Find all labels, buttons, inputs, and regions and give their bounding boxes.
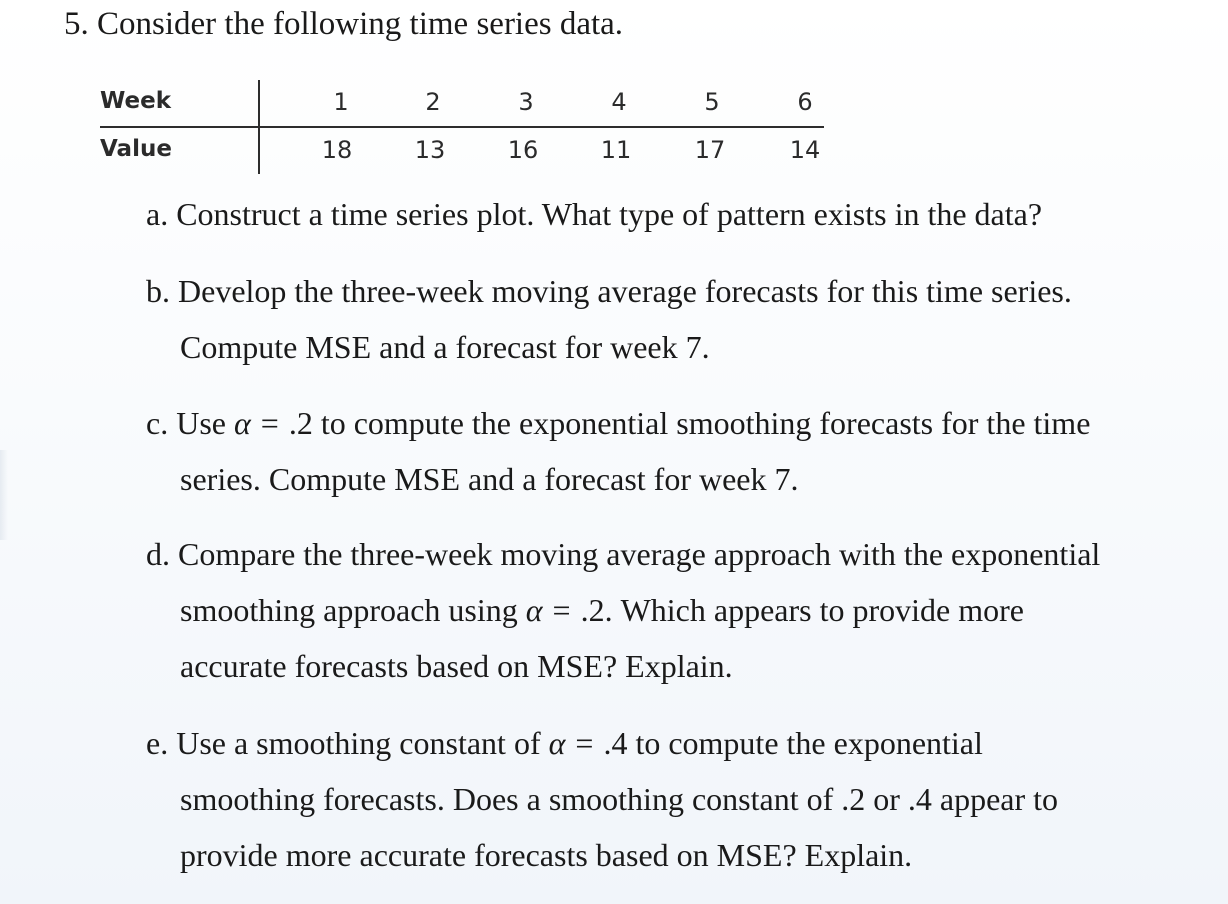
- part-d-text-pre: smoothing approach using: [180, 592, 526, 628]
- part-c-text-pre: c. Use: [146, 405, 234, 441]
- part-e-line-1: [146, 723, 983, 763]
- alpha-symbol: α: [525, 592, 543, 628]
- alpha-symbol: α: [548, 725, 566, 761]
- equals-sign: =: [552, 592, 571, 628]
- equals-sign: =: [260, 405, 279, 441]
- part-b-line-2: Compute MSE and a forecast for week 7.: [180, 329, 710, 365]
- value-cell: 16: [507, 136, 539, 164]
- week-cell: 6: [797, 88, 813, 116]
- part-e-line-3: provide more accurate forecasts based on MSE? Explain.: [180, 837, 913, 873]
- week-cell: 1: [333, 88, 349, 116]
- part-e-text-pre: e. Use a smoothing constant of: [146, 725, 549, 761]
- value-cell: 14: [789, 136, 821, 164]
- part-e-text-post: .4 to compute the exponential: [603, 725, 983, 761]
- equals-sign: =: [575, 725, 594, 761]
- part-c-line-1: [146, 403, 1090, 443]
- problem-heading: 5. Consider the following time series data.: [64, 6, 624, 42]
- week-cell: 3: [518, 88, 534, 116]
- week-cell: 5: [704, 88, 720, 116]
- value-cell: 17: [694, 136, 726, 164]
- part-a-line-1: a. Construct a time series plot. What type of pattern exists in the data?: [146, 196, 1043, 232]
- part-b-line-1: b. Develop the three-week moving average forecasts for this time series.: [146, 273, 1072, 309]
- week-cell: 4: [611, 88, 627, 116]
- value-cell: 13: [414, 136, 446, 164]
- value-cell: 11: [600, 136, 632, 164]
- row-header-week: Week: [100, 88, 172, 114]
- part-e-line-2: smoothing forecasts. Does a smoothing constant of .2 or .4 appear to: [180, 781, 1059, 817]
- part-c-text-post: .2 to compute the exponential smoothing forecasts for the time: [288, 405, 1091, 441]
- part-d-line-1: d. Compare the three-week moving average approach with the exponential: [146, 536, 1101, 572]
- alpha-symbol: α: [233, 405, 251, 441]
- part-d-text-post: .2. Which appears to provide more: [580, 592, 1024, 628]
- part-d-line-3: accurate forecasts based on MSE? Explain.: [180, 648, 733, 684]
- part-d-line-2: [180, 590, 1024, 630]
- part-c-line-2: series. Compute MSE and a forecast for week 7.: [180, 461, 799, 497]
- value-cell: 18: [321, 136, 353, 164]
- week-cell: 2: [425, 88, 441, 116]
- row-header-value: Value: [100, 136, 172, 162]
